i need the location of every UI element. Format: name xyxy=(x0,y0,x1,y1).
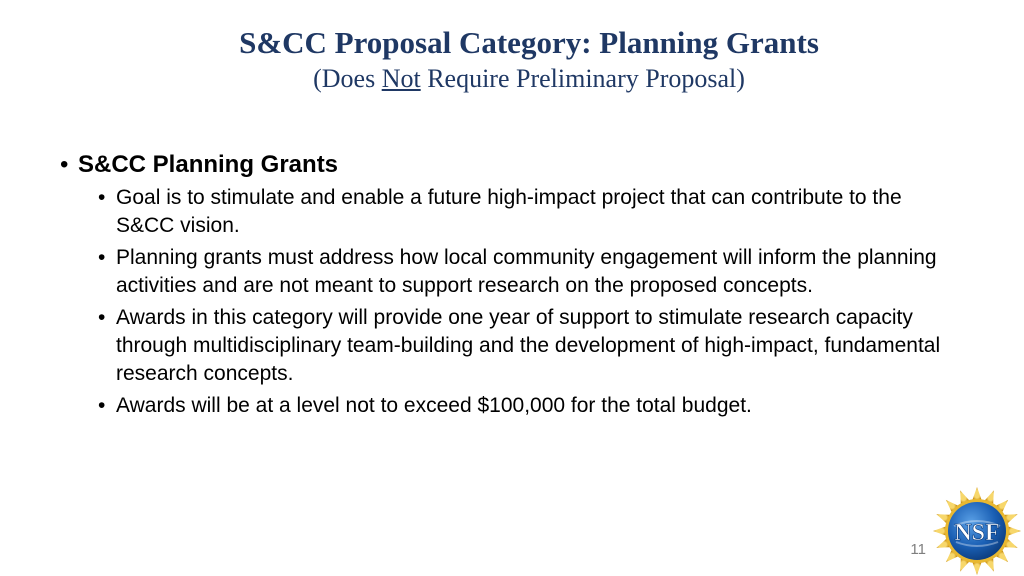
title-block xyxy=(0,24,1024,96)
bullet-list xyxy=(60,184,960,420)
bullet-icon: • xyxy=(60,151,69,178)
slide-subtitle xyxy=(0,62,1024,96)
subtitle-emphasis: Not xyxy=(381,64,421,93)
section-heading: S&CC Planning Grants xyxy=(78,151,339,178)
section-heading-row xyxy=(60,148,960,182)
slide-title: S&CC Proposal Category: Planning Grants xyxy=(239,25,819,60)
bullet-icon: • xyxy=(98,394,106,417)
list-item xyxy=(60,304,946,388)
subtitle-suffix: Require Preliminary Proposal) xyxy=(420,64,745,93)
nsf-logo-icon xyxy=(932,486,1022,576)
list-item xyxy=(60,244,946,300)
subtitle-prefix: (Does xyxy=(313,64,382,93)
list-item-text: Planning grants must address how local community engagement will inform the planning activities and are not meant to support research on the proposed concepts. xyxy=(116,246,937,297)
list-item xyxy=(60,392,946,420)
list-item-text: Awards will be at a level not to exceed $100,000 for the total budget. xyxy=(116,394,752,417)
bullet-icon: • xyxy=(98,246,106,269)
list-item-text: Goal is to stimulate and enable a future high-impact project that can contribute to the S&CC vision. xyxy=(116,186,902,237)
bullet-icon: • xyxy=(98,186,106,209)
page-number: 11 xyxy=(910,541,926,558)
list-item xyxy=(60,184,946,240)
bullet-icon: • xyxy=(98,306,106,329)
nsf-logo-text: NSF xyxy=(954,520,1000,546)
slide-content xyxy=(60,148,960,424)
list-item-text: Awards in this category will provide one year of support to stimulate research capacity through multidisciplinary team-building and the development of high-impact, fundamental research concepts. xyxy=(116,306,941,385)
